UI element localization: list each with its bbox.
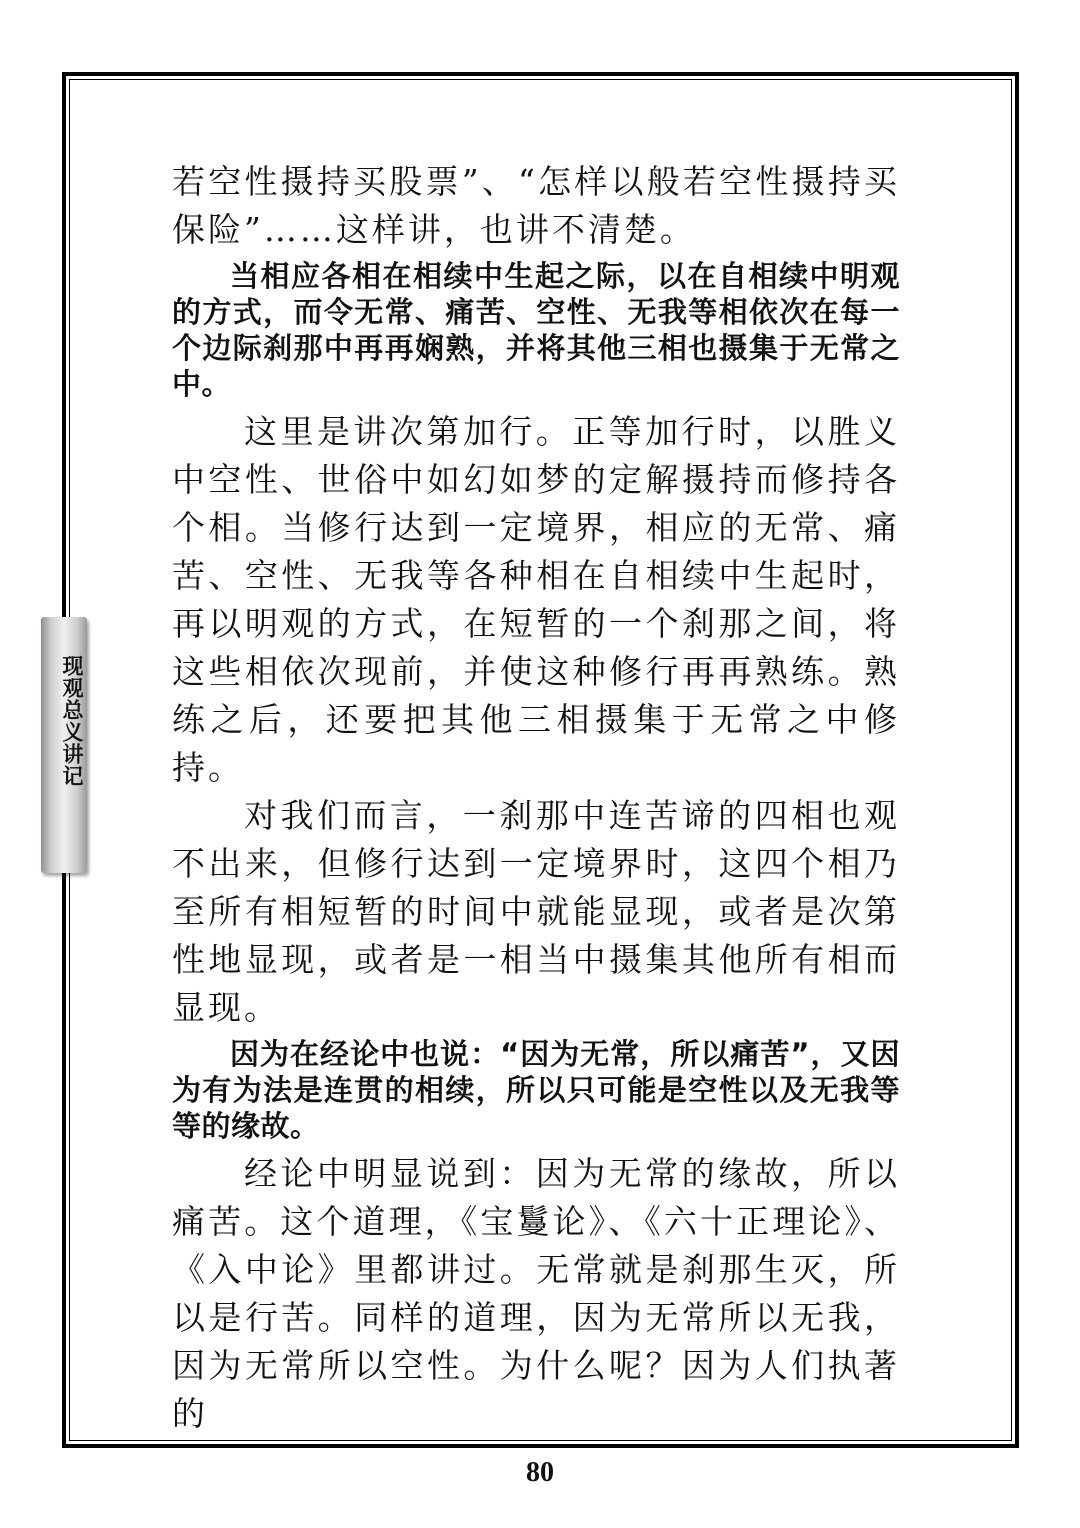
- commentary-paragraph: 这里是讲次第加行。正等加行时，以胜义中空性、世俗中如幻如梦的定解摄持而修持各个相。当修行达到一定境界，相应的无常、痛苦、空性、无我等各种相在自相续中生起时，再以明观的方式，在短暂的一个刹那之间，将这些相依次现前，并使这种修行再再熟练。熟练之后，还要把其他三相摄集于无常之中修持。: [172, 412, 900, 787]
- side-tab: [41, 617, 87, 873]
- root-text-paragraph: 当相应各相在相续中生起之际，以在自相续中明观的方式，而令无常、痛苦、空性、无我等相依次在每一个边际刹那中再再娴熟，并将其他三相也摄集于无常之中。: [172, 259, 900, 401]
- side-tab-title: 现观总义讲记: [60, 655, 85, 787]
- commentary-paragraph: 对我们而言，一刹那中连苦谛的四相也观不出来，但修行达到一定境界时，这四个相乃至所有相短暂的时间中就能显现，或者是次第性地显现，或者是一相当中摄集其他所有相而显现。: [172, 796, 900, 1027]
- commentary-paragraph: 若空性摄持买股票”、“怎样以般若空性摄持买保险”……这样讲，也讲不清楚。: [172, 162, 900, 249]
- page-content: [172, 158, 900, 1438]
- root-text-paragraph: 因为在经论中也说：“因为无常，所以痛苦”，又因为有为法是连贯的相续，所以只可能是空性以及无我等等的缘故。: [172, 1037, 900, 1143]
- page-number: 80: [526, 1457, 554, 1488]
- commentary-paragraph: 经论中明显说到：因为无常的缘故，所以痛苦。这个道理，《宝鬘论》、《六十正理论》、《入中论》里都讲过。无常就是刹那生灭，所以是行苦。同样的道理，因为无常所以无我，因为无常所以空性。为什么呢？因为人们执著的: [172, 1154, 900, 1433]
